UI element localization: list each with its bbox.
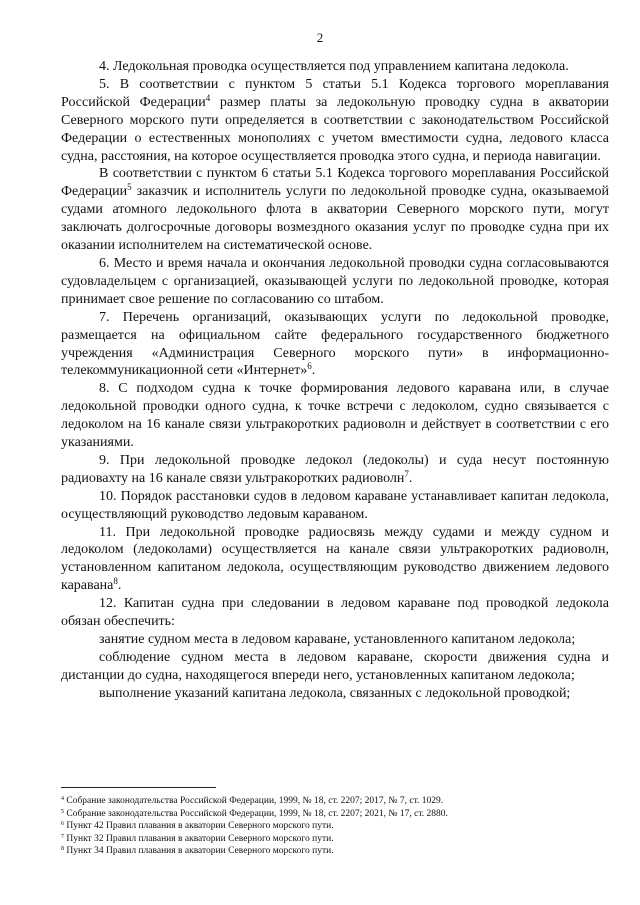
footnote-5: $^5$ Собрание законодательства Российской Федерации, 1999, № 18, ст. 2207; 2021, № 17, ст. 2880. [61, 808, 448, 819]
paragraph-12-item-1: занятие судном места в ледовом караване, установленного капитаном ледокола; [99, 632, 576, 647]
footnote-ref-5: 5 [127, 182, 132, 193]
footnote-7: $^7$ Пункт 32 Правил плавания в акватории Северного морского пути. [61, 833, 334, 844]
paragraph-11: 11. При ледокольной проводке радиосвязь между судами и между судном и ледоколом (ледоколами) осуществляется на канале связи ультракоротких радиоволн, установленном капитаном ледокола, осуществляющим руководство движением ледового каравана$^8$. [61, 524, 609, 594]
page-number: 2 [316, 30, 324, 45]
footnote-6: $^6$ Пункт 42 Правил плавания в акватории Северного морского пути. [61, 821, 334, 832]
paragraph-4: 4. Ледокольная проводка осуществляется под управлением капитана ледокола. [99, 59, 569, 74]
paragraph-8: 8. С подходом судна к точке формирования ледового каравана или, в случае ледокольной проводки одного судна, к точке встречи с ледоколом, судно связывается с ледоколом на 16 канале связи ультракоротких радиоволн и действует в соответствии с его указаниями. [61, 381, 609, 451]
document-body [61, 58, 609, 703]
footnote-separator [61, 787, 216, 788]
footnote-4: $^4$ Собрание законодательства Российской Федерации, 1999, № 18, ст. 2207; 2017, № 7, ст. 1029. [61, 796, 444, 806]
footnote-ref-4: 4 [205, 92, 211, 103]
paragraph-12-item-2: соблюдение судном места в ледовом караване, скорости движения судна и дистанции до судна, находящегося впереди него, установленных капитаном ледокола; [61, 649, 609, 683]
paragraph-7: 7. Перечень организаций, оказывающих услуги по ледокольной проводке, размещается на официальном сайте федерального государственного бюджетного учреждения «Администрация Северного морского пути» в информационно-телекоммуникационной сети «Интернет»$^6$. [61, 309, 609, 379]
paragraph-12-item-3: выполнение указаний капитана ледокола, связанных с ледокольной проводкой; [99, 685, 571, 701]
paragraph-5: 5. В соответствии с пунктом 5 статьи 5.1 Кодекса торгового мореплавания Российской Федерации$^4$ размер платы за ледокольную проводку судна в акватории Северного морского пути определяется в соответствии с законодательством Российской Федерации о естественных монополиях с учетом вместимости судна, ледового класса судна, расстояния, на которое осуществляется проводка этого судна, и периода навигации. [61, 76, 609, 164]
footnote-8: $^8$ Пункт 34 Правил плавания в акватории Северного морского пути. [61, 846, 334, 857]
paragraph-12: 12. Капитан судна при следовании в ледовом караване под проводкой ледокола обязан обеспечить: [61, 596, 609, 630]
footnote-ref-6: 6 [307, 361, 312, 372]
footnote-ref-7: 7 [404, 468, 409, 479]
footnote-ref-8: 8 [113, 576, 118, 587]
footnotes [61, 795, 609, 858]
paragraph-5-continued: В соответствии с пунктом 6 статьи 5.1 Кодекса торгового мореплавания Российской Федерации$^5$ заказчик и исполнитель услуги по ледокольной проводке судна, оказываемой судами атомного ледокольного флота в акватории Северного морского пути, могут заключать долгосрочные договоры возмездного оказания услуг по проводке судна при их оказании исполнителем на систематической основе. [61, 166, 609, 254]
paragraph-9: 9. При ледокольной проводке ледокол (ледоколы) и суда несут постоянную радиовахту на 16 канале связи ультракоротких радиоволн$^7$. [61, 452, 609, 486]
paragraph-6: 6. Место и время начала и окончания ледокольной проводки судна согласовываются судовладельцем с организацией, оказывающей услуги по ледокольной проводке, которая принимает свое решение по согласованию со штабом. [61, 255, 609, 307]
paragraph-10: 10. Порядок расстановки судов в ледовом караване устанавливает капитан ледокола, осуществляющий руководство ледовым караваном. [61, 488, 609, 522]
